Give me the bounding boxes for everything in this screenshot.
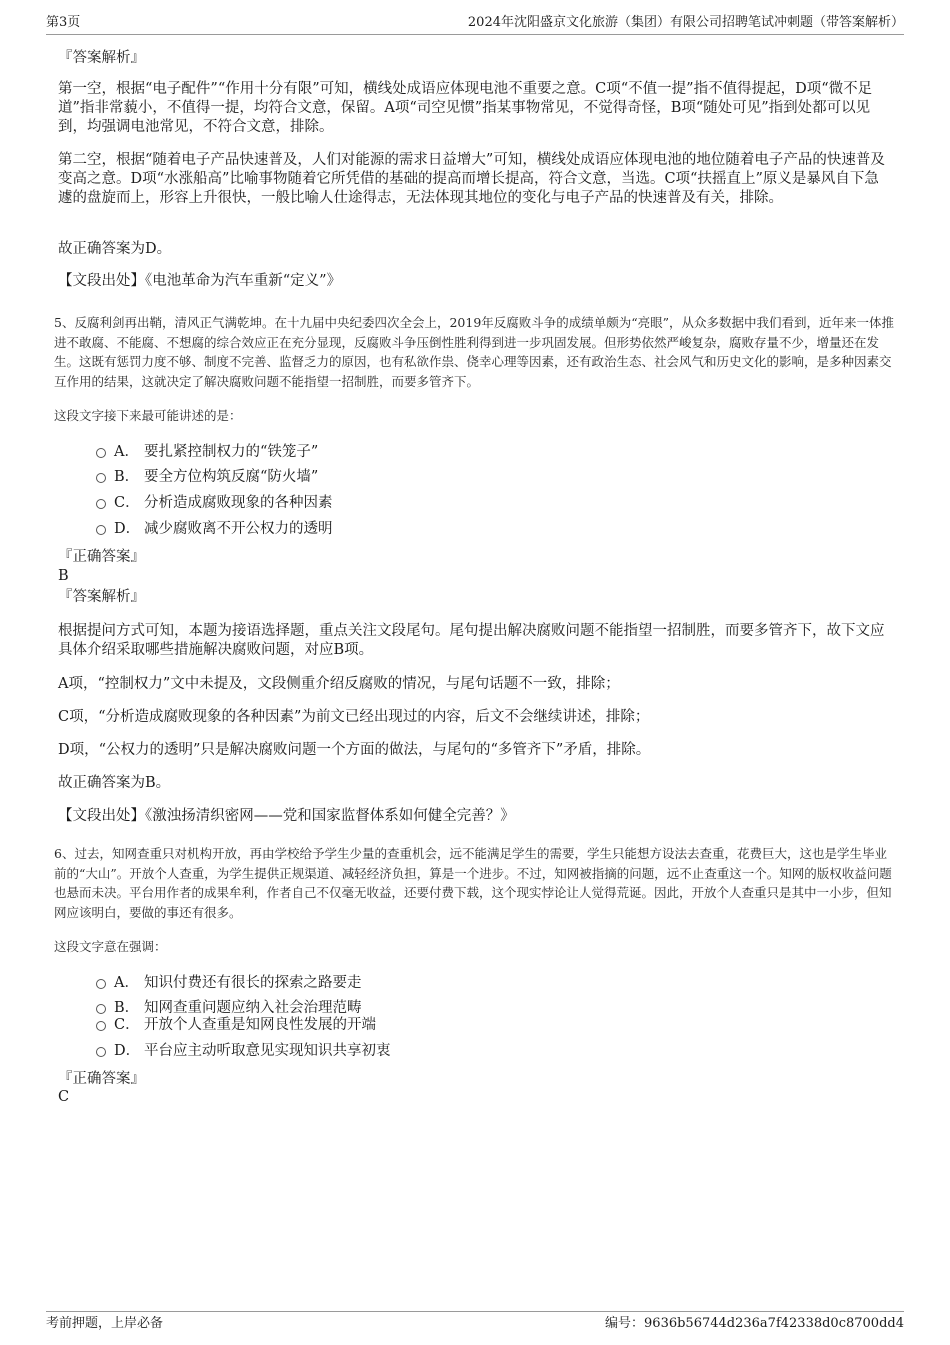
question-6-option-a[interactable]: A． 知识付费还有很长的探索之路要走 — [96, 973, 856, 993]
analysis-paragraph: C项，“分析造成腐败现象的各种因素”为前文已经出现过的内容，后文不会继续讲述，排除； — [58, 709, 650, 725]
source: 【文段出处】《电池革命为汽车重新“定义”》 — [58, 273, 342, 289]
analysis-label: 『答案解析』 — [58, 50, 145, 66]
analysis-paragraph: D项，“公权力的透明”只是解决腐败问题一个方面的做法，与尾句的“多管齐下”矛盾，排除。 — [58, 742, 651, 758]
page-header — [46, 14, 904, 35]
question-5-option-a[interactable]: A． 要扎紧控制权力的“铁笼子” — [96, 442, 856, 462]
question-5-option-b[interactable]: B． 要全方位构筑反腐“防火墙” — [96, 467, 856, 487]
page-number: 第3页 — [46, 15, 81, 30]
radio-icon[interactable] — [96, 499, 106, 509]
document-title: 2024年沈阳盛京文化旅游（集团）有限公司招聘笔试冲刺题（带答案解析） — [467, 15, 904, 30]
analysis-paragraph-2: 第二空，根据“随着电子产品快速普及，人们对能源的需求日益增大”可知，横线处成语应体现电池的地位随着电子产品的快速普及变高之意。D项“水涨船高”比喻事物随着它所凭借的基础的提高而增长提高，符合文意，当选。C项“扶摇直上”原义是暴风自下急遽的盘旋而上，形容上升很快，一般比喻人仕途得志，无法体现其地位的变化与电子产品的快速普及有关，排除。 — [58, 152, 885, 206]
answer-value: B — [58, 568, 69, 584]
page-footer — [46, 1311, 904, 1334]
code-value: 9636b56744d236a7f42338d0c8700dd4 — [644, 1316, 904, 1331]
question-5-option-d[interactable]: D． 减少腐败离不开公权力的透明 — [96, 519, 856, 539]
question-6-text: 6、过去，知网查重只对机构开放，再由学校给予学生少量的查重机会，远不能满足学生的需要，学生只能想方设法去查重，花费巨大，这也是学生毕业前的“大山”。开放个人查重，为学生提供正规渠道、减轻经济负担，算是一个进步。不过，知网被指摘的问题，远不止查重这一个。知网的版权收益问题也悬而未决。平台用作者的成果牟利，作者自己不仅毫无收益，还要付费下载，这个现实悖论让人觉得荒诞。因此，开放个人查重只是其中一小步，但知网应该明白，要做的事还有很多。 — [54, 846, 892, 920]
radio-icon[interactable] — [96, 448, 106, 458]
question-5-option-c[interactable]: C． 分析造成腐败现象的各种因素 — [96, 493, 856, 513]
question-6-option-c[interactable]: C． 开放个人查重是知网良性发展的开端 — [96, 1015, 856, 1035]
question-6-option-b[interactable]: B． 知网查重问题应纳入社会治理范畴 — [96, 998, 856, 1018]
question-6-option-d[interactable]: D． 平台应主动听取意见实现知识共享初衷 — [96, 1041, 856, 1061]
radio-icon[interactable] — [96, 1004, 106, 1014]
question-5-prompt: 这段文字接下来最可能讲述的是： — [54, 408, 242, 423]
analysis-paragraph: 根据提问方式可知，本题为接语选择题，重点关注文段尾句。尾句提出解决腐败问题不能指望一招制胜，而要多管齐下，故下文应具体介绍采取哪些措施解决腐败问题，对应B项。 — [58, 623, 885, 658]
question-5-text: 5、反腐利剑再出鞘，清风正气满乾坤。在十九届中央纪委四次全会上，2019年反腐败斗争的成绩单颇为“亮眼”，从众多数据中我们看到，近年来一体推进不敢腐、不能腐、不想腐的综合效应正在充分显现，反腐败斗争压倒性胜利得到进一步巩固发展。但形势依然严峻复杂，腐败存量不少，增量还在发生。这既有惩罚力度不够、制度不完善、监督乏力的原因，也有私欲作祟、侥幸心理等因素，还有政治生态、社会风气和历史文化的影响，是多种因素交互作用的结果，这就决定了解决腐败问题不能指望一招制胜，而要多管齐下。 — [54, 315, 895, 389]
radio-icon[interactable] — [96, 473, 106, 483]
source: 【文段出处】《激浊扬清织密网——党和国家监督体系如何健全完善？》 — [58, 808, 515, 824]
analysis-label: 『答案解析』 — [58, 589, 145, 605]
conclusion: 故正确答案为D。 — [58, 241, 172, 257]
analysis-paragraph-1: 第一空，根据“电子配件”“作用十分有限”可知，横线处成语应体现电池不重要之意。C项“不值一提”指不值得提起，D项“微不足道”指非常藐小，不值得一提，均符合文意，保留。A项“司空见惯”指某事物常见，不觉得奇怪，B项“随处可见”指到处都可以见到，均强调电池常见，不符合文意，排除。 — [58, 81, 873, 135]
answer-label: 『正确答案』 — [58, 1071, 145, 1087]
footer-slogan: 考前押题，上岸必备 — [46, 1316, 164, 1331]
radio-icon[interactable] — [96, 979, 106, 989]
conclusion: 故正确答案为B。 — [58, 775, 171, 791]
code-label: 编号： — [605, 1316, 645, 1331]
document-code — [605, 1314, 904, 1334]
question-6-prompt: 这段文字意在强调： — [54, 939, 167, 954]
answer-value: C — [58, 1089, 70, 1105]
answer-label: 『正确答案』 — [58, 549, 145, 565]
radio-icon[interactable] — [96, 1021, 106, 1031]
radio-icon[interactable] — [96, 1047, 106, 1057]
radio-icon[interactable] — [96, 525, 106, 535]
analysis-paragraph: A项，“控制权力”文中未提及，文段侧重介绍反腐败的情况，与尾句话题不一致，排除； — [58, 676, 620, 692]
